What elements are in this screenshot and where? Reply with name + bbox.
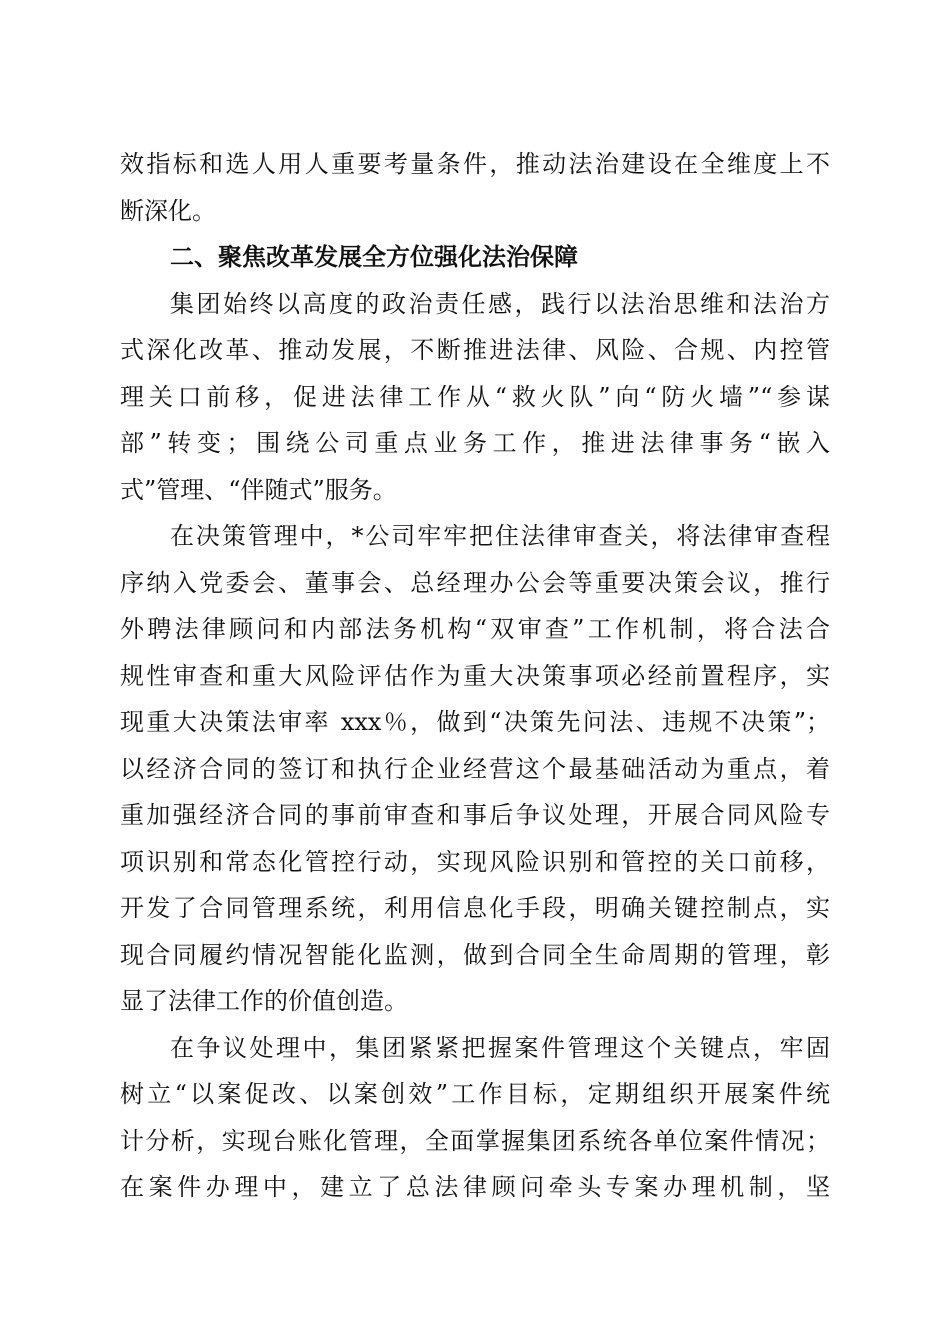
text-line: 计分析，实现台账化管理，全面掌握集团系统各单位案件情况； [120, 1126, 830, 1155]
text-line: 重加强经济合同的事前审查和事后争议处理，开展合同风险专 [120, 801, 830, 829]
text-line: 规性审查和重大风险评估作为重大决策事项必经前置程序，实 [120, 661, 830, 690]
text-line: 以经济合同的签订和执行企业经营这个最基础活动为重点，着 [120, 754, 830, 783]
paragraph-2 [120, 513, 830, 1025]
text-line: 在决策管理中，*公司牢牢把住法律审查关，将法律审查程 [170, 522, 830, 550]
paragraph-1 [120, 281, 830, 514]
text-line: 部”转变；围绕公司重点业务工作，推进法律事务“嵌入 [120, 429, 830, 457]
section-heading: 二、聚焦改革发展全方位强化法治保障 [170, 243, 578, 271]
text-line: 现合同履约情况智能化监测，做到合同全生命周期的管理，彰 [120, 940, 830, 969]
text-line: 显了法律工作的价值创造。 [120, 987, 408, 1015]
text-line: 式”管理、“伴随式”服务。 [120, 475, 397, 504]
text-line: 在争议处理中，集团紧紧把握案件管理这个关键点，牢固 [170, 1033, 830, 1062]
text-line: 开发了合同管理系统，利用信息化手段，明确关键控制点，实 [120, 894, 830, 922]
text-line: 集团始终以高度的政治责任感，践行以法治思维和法治方 [170, 289, 830, 318]
text-line: 式深化改革、推动发展，不断推进法律、风险、合规、内控管 [120, 336, 830, 364]
text-line: 项识别和常态化管控行动，实现风险识别和管控的关口前移， [120, 847, 830, 876]
text-line: 序纳入党委会、董事会、总经理办公会等重要决策会议，推行 [120, 568, 830, 597]
text-line: 效指标和选人用人重要考量条件，推动法治建设在全维度上不 [120, 150, 830, 178]
text-line: 断深化。 [120, 196, 216, 225]
text-line: 外聘法律顾问和内部法务机构“双审查”工作机制，将合法合 [120, 615, 830, 643]
text-line: 现重大决策法审率 xxx％，做到“决策先问法、违规不决策”； [120, 708, 830, 736]
document-body [120, 141, 830, 1211]
text-line: 理关口前移，促进法律工作从“救火队”向“防火墙”“参谋 [120, 382, 830, 411]
continuation-paragraph [120, 141, 830, 234]
text-line: 树立“以案促改、以案创效”工作目标，定期组织开展案件统 [120, 1080, 830, 1108]
text-line: 在案件办理中，建立了总法律顾问牵头专案办理机制，坚 [120, 1173, 830, 1201]
paragraph-3 [120, 1025, 830, 1211]
